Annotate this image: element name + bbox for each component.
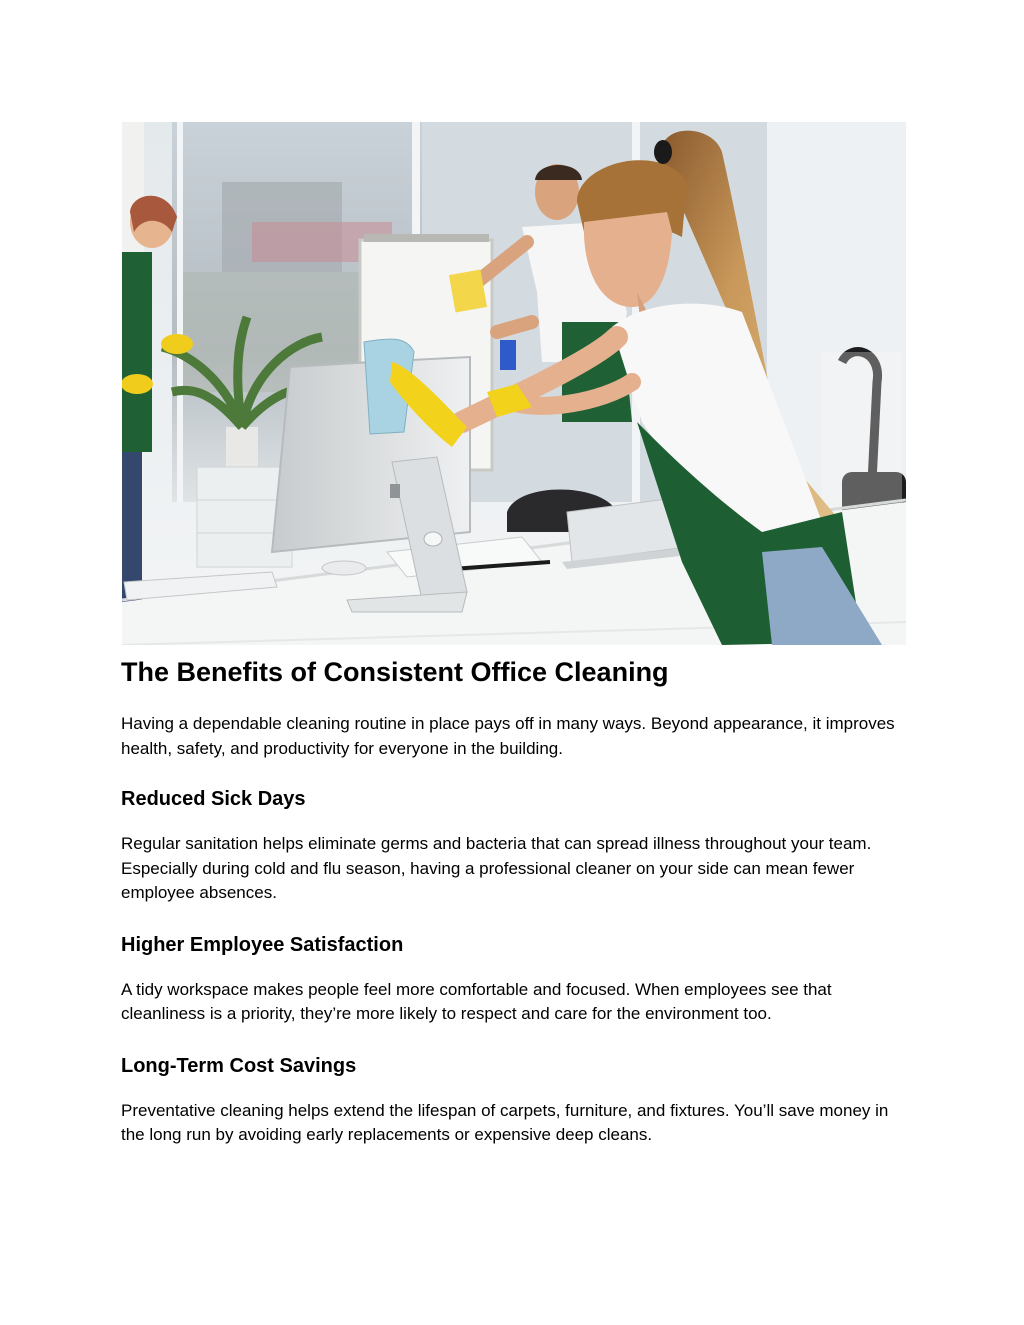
section-body-employee-satisfaction: A tidy workspace makes people feel more comfortable and focused. When employees see that cleanliness is a priority, they’re more likely to respect and care for the environment too. bbox=[121, 979, 832, 1023]
article-title: The Benefits of Consistent Office Cleaning bbox=[121, 657, 669, 687]
section-heading-cost-savings: Long-Term Cost Savings bbox=[121, 1054, 357, 1077]
section-body-cost-savings: Preventative cleaning helps extend the lifespan of carpets, furniture, and fixtures. You’ll save money in the long run by avoiding early replacements or expensive deep cleans. bbox=[121, 1100, 889, 1144]
article-body bbox=[121, 652, 911, 1148]
intro-paragraph: Having a dependable cleaning routine in place pays off in many ways. Beyond appearance, it improves health, safety, and productivity for everyone in the building. bbox=[121, 714, 895, 758]
hero-photo-office-cleaners bbox=[122, 122, 906, 645]
section-heading-employee-satisfaction: Higher Employee Satisfaction bbox=[121, 933, 404, 956]
section-heading-reduced-sick-days: Reduced Sick Days bbox=[121, 788, 306, 810]
section-body-reduced-sick-days: Regular sanitation helps eliminate germs and bacteria that can spread illness throughout your team. Especially during cold and flu season, having a professional cleaner on your side can mean fewer employee absences. bbox=[121, 834, 872, 902]
